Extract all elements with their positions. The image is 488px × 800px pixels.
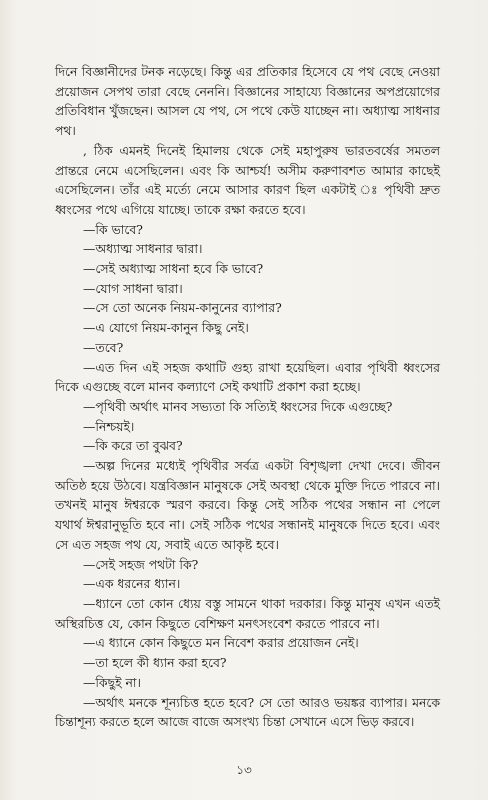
dialogue-line: —এ যোগে নিয়ম-কানুন কিছু নেই। [83,320,249,336]
dialogue-line: —অল্প দিনের মধ্যেই পৃথিবীর সর্বত্র একটা বিশৃঙ্খলা দেখা দেবে। জীবন অতিষ্ঠ হয়ে উঠবে। যন্ত্রবিজ্ঞান মানুষকে সেই অবস্থা থেকে মুক্তি দিতে পারবে না। তখনই মানুষ ঈশ্বরকে স্মরণ করবে। কিন্তু সেই সঠিক পথের সন্ধান না পেলে যথার্থ ঈশ্বরানুভূতি হবে না। সেই সঠিক পথের সন্ধানই মানুষকে দিতে হবে। এবং সে এত সহজ পথ যে, সবাই এতে আকৃষ্ট হবে। [55,458,440,552]
dialogue-line: —সেই অধ্যাত্ম সাধনা হবে কি ভাবে? [83,261,264,277]
dialogue-line: —সেই সহজ পথটা কি? [83,556,199,572]
dialogue-line: —যোগ সাধনা দ্বারা। [83,280,183,296]
dialogue-line: —তবে? [83,339,124,355]
dialogue-line: —পৃথিবী অর্থাৎ মানব সভ্যতা কি সত্যিই ধ্বংসের দিকে এগুচ্ছে? [83,398,393,414]
page-number: ১৩ [236,763,252,777]
dialogue-line: —তা হলে কী ধ্যান করা হবে? [83,655,227,671]
dialogue-line: —অধ্যাত্ম সাধনার দ্বারা। [83,241,203,257]
dialogue-line: —সে তো অনেক নিয়ম-কানুনের ব্যাপার? [83,300,282,316]
dialogue-line: —এত দিন এই সহজ কথাটি গুহ্য রাখা হয়েছিল। এবার পৃথিবী ধ্বংসের দিকে এগুচ্ছে বলে মানব কল্যাণে সেই কথাটি প্রকাশ করা হচ্ছে। [55,359,440,395]
dialogue-line: —কি করে তা বুঝব? [83,438,183,454]
dialogue-line: —ধ্যানে তো কোন ধ্যেয় বস্তু সামনে থাকা দরকার। কিন্তু মানুষ এখন এতই অস্থিরচিত্ত যে, কোন কিছুতে বেশিক্ষণ মনৎসংবেশ করতে পারবে না। [55,595,440,631]
paragraph: দিনে বিজ্ঞানীদের টনক নড়েছে। কিন্তু এর প্রতিকার হিসেবে যে পথ বেছে নেওয়া প্রয়োজন সেপথ তারা বেছে নেননি। বিজ্ঞানের সাহায্যে বিজ্ঞানের অপপ্রয়োগের প্রতিবিধান খুঁজছেন। আসল যে পথ, সে পথে কেউ যাচ্ছেন না। অধ্যাত্ম সাধনার পথ। [55,64,440,139]
dialogue-line: —নিশ্চয়ই। [83,418,135,434]
body-text [55,62,440,732]
dialogue-line: —এক ধরনের ধ্যান। [83,576,181,592]
paragraph: , ঠিক এমনই দিনেই হিমালয় থেকে সেই মহাপুরুষ ভারতবর্ষের সমতল প্রান্তরে নেমে এসেছিলেন। এবং কি আশ্চর্য! অসীম করুণাবশত আমার কাছেই এসেছিলেন। তাঁর এই মর্ত্যে নেমে আসার কারণ ছিল একটাই ঃ পৃথিবী দ্রুত ধ্বংসের পথে এগিয়ে যাচ্ছে। তাকে রক্ষা করতে হবে। [55,142,440,217]
dialogue-line: —কি ভাবে? [83,221,143,237]
dialogue-line: —অর্থাৎ মনকে শূন্যচিত্ত হতে হবে? সে তো আরও ভয়ঙ্কর ব্যাপার। মনকে চিন্তাশূন্য করতে হলে আজে বাজে অসংখ্য চিন্তা সেখানে এসে ভিড় করবে। [55,694,440,730]
dialogue-line: —এ ধ্যানে কোন কিছুতে মন নিবেশ করার প্রয়োজন নেই। [83,635,359,651]
dialogue-line: —কিছুই না। [83,674,141,690]
